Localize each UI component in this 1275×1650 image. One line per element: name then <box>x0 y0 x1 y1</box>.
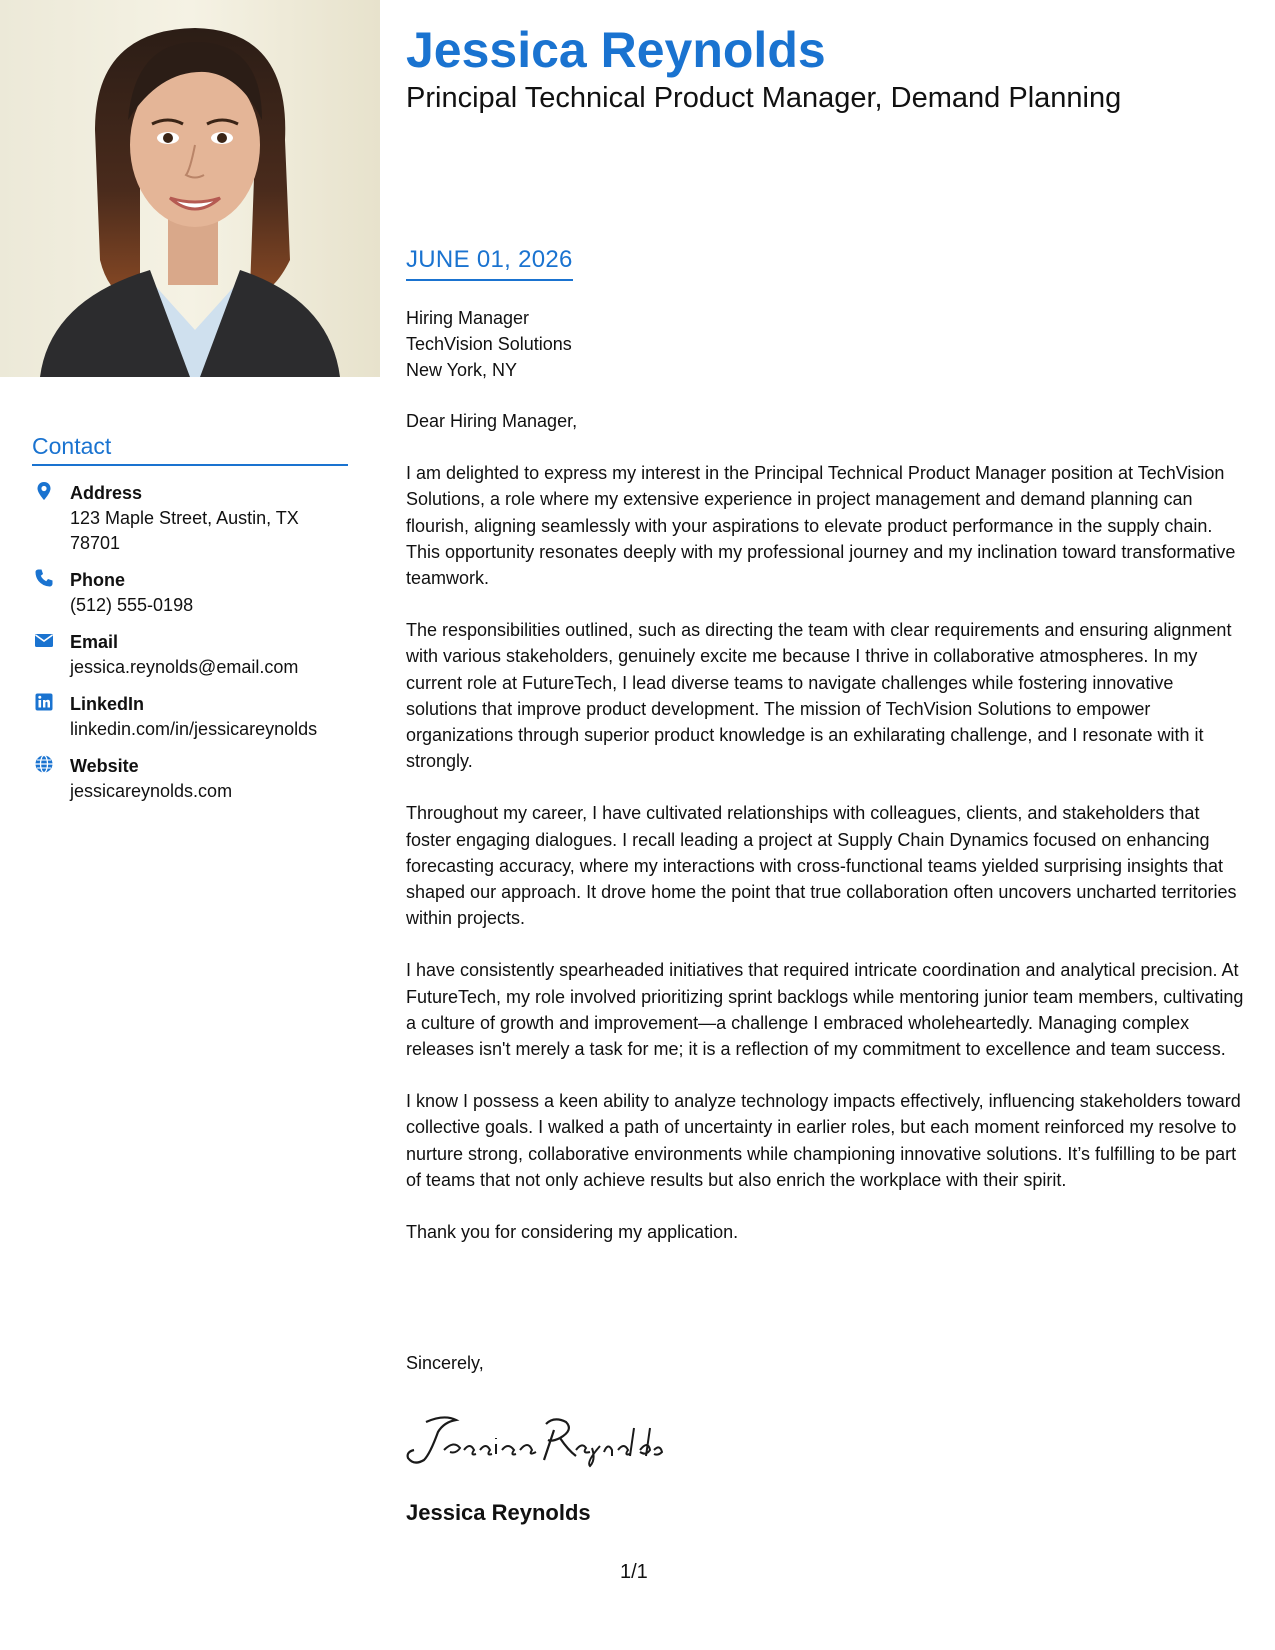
contact-address <box>32 480 348 556</box>
body-paragraph: I know I possess a keen ability to analyze technology impacts effectively, influencing stakeholders toward collective goals. I walked a path of uncertainty in earlier roles, but each moment reinforced my resolve to nurture strong, collaborative environments while championing innovative solutions. It’s fulfilling to be part of teams that not only achieve results but also enrich the workplace with their spirit. <box>406 1091 1241 1190</box>
website-label: Website <box>70 756 139 776</box>
phone-label: Phone <box>70 570 126 590</box>
recipient-line: Hiring Manager <box>406 308 530 328</box>
signed-name: Jessica Reynolds <box>406 1500 591 1525</box>
contact-website <box>32 753 348 804</box>
body-paragraph: The responsibilities outlined, such as directing the team with clear requirements and ensuring alignment with various stakeholders, genuinely excite me because I thrive in collaborative atmospheres. In my current role at FutureTech, I lead diverse teams to navigate challenges while fostering innovative solutions that improve product development. The mission of TechVision Solutions to empower organizations through superior product knowledge is an exhilarating challenge, and I resonate with it strongly. <box>406 620 1232 772</box>
phone-value: (512) 555-0198 <box>70 595 194 615</box>
recipient-block <box>406 305 1244 383</box>
closing: Sincerely, <box>406 1353 484 1373</box>
location-pin-icon <box>34 481 54 501</box>
signature <box>404 1410 674 1470</box>
address-label: Address <box>70 483 143 503</box>
body-paragraph: Thank you for considering my application. <box>406 1222 739 1243</box>
body-paragraph: I have consistently spearheaded initiatives that required intricate coordination and analytical precision. At FutureTech, my role involved prioritizing sprint backlogs while mentoring junior team members, cultivating a culture of growth and improvement—a challenge I embraced wholeheartedly. Managing complex releases isn't merely a task for me; it is a reflection of my commitment to excellence and team success. <box>406 960 1244 1060</box>
email-value: jessica.reynolds@email.com <box>70 657 299 677</box>
applicant-title: Principal Technical Product Manager, Demand Planning <box>406 82 1122 114</box>
letter-main <box>406 20 1244 1243</box>
letter-body <box>406 305 1244 1271</box>
website-value: jessicareynolds.com <box>70 781 233 801</box>
recipient-line: New York, NY <box>406 360 518 380</box>
envelope-icon <box>34 630 54 650</box>
profile-photo <box>0 0 380 377</box>
letter-date: JUNE 01, 2026 <box>406 246 573 281</box>
contact-heading: Contact <box>32 433 348 466</box>
contact-linkedin <box>32 691 348 742</box>
contact-email <box>32 629 348 680</box>
phone-icon <box>34 568 54 588</box>
page-number: 1/1 <box>620 1561 648 1583</box>
address-value: 123 Maple Street, Austin, TX 78701 <box>70 508 299 553</box>
applicant-name: Jessica Reynolds <box>406 22 826 78</box>
greeting: Dear Hiring Manager, <box>406 411 578 431</box>
linkedin-icon <box>34 692 54 712</box>
contact-section <box>32 433 348 815</box>
contact-phone <box>32 567 348 618</box>
linkedin-label: LinkedIn <box>70 694 145 714</box>
linkedin-value: linkedin.com/in/jessicareynolds <box>70 719 318 739</box>
body-paragraph: Throughout my career, I have cultivated relationships with colleagues, clients, and stakeholders that foster engaging dialogues. I recall leading a project at Supply Chain Dynamics focused on enhancing forecasting accuracy, where my interactions with cross-functional teams yielded surprising insights that shaped our approach. It drove home the point that true collaboration often uncovers uncharted territories within projects. <box>406 803 1237 929</box>
globe-icon <box>34 754 54 774</box>
email-label: Email <box>70 632 119 652</box>
body-paragraph: I am delighted to express my interest in the Principal Technical Product Manager position at TechVision Solutions, a role where my extensive experience in project management and demand planning can flourish, aligning seamlessly with your aspirations to elevate product performance in the supply chain. This opportunity resonates deeply with my professional journey and my inclination toward transformative teamwork. <box>406 463 1236 589</box>
recipient-line: TechVision Solutions <box>406 334 572 354</box>
